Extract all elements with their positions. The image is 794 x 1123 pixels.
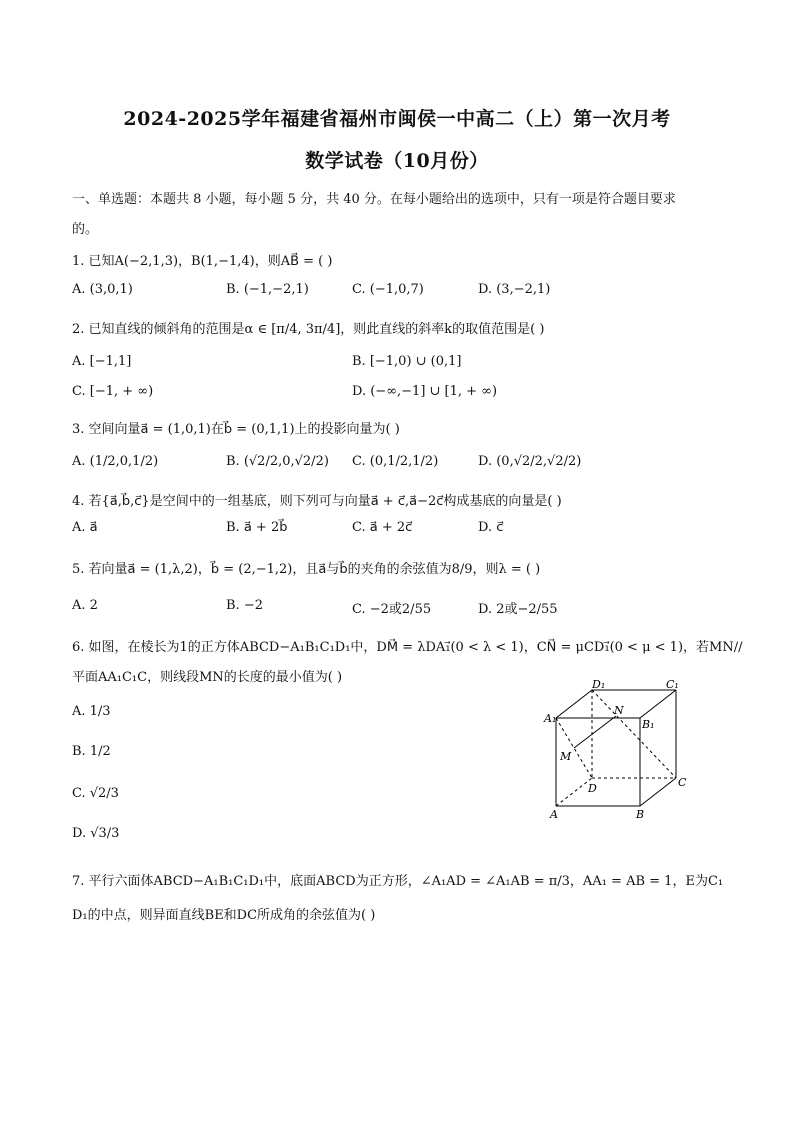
label-b: B bbox=[636, 808, 645, 820]
q5-option-c: C. −2或2/55 bbox=[352, 602, 432, 617]
q1-option-a: A. (3,0,1) bbox=[72, 282, 133, 297]
q6-option-a: A. 1/3 bbox=[72, 704, 111, 719]
q5-option-b: B. −2 bbox=[226, 598, 263, 613]
label-a: A bbox=[550, 808, 558, 820]
q5-option-a: A. 2 bbox=[72, 598, 98, 613]
q1-option-c: C. (−1,0,7) bbox=[352, 282, 424, 297]
q6-option-d: D. √3/3 bbox=[72, 826, 120, 841]
q3-option-b: B. (√2/2,0,√2/2) bbox=[226, 454, 329, 469]
question-2-stem: 2. 已知直线的倾斜角的范围是α ∈ [π/4, 3π/4]，则此直线的斜率k的取值范围是( ) bbox=[72, 322, 545, 337]
q6-option-c: C. √2/3 bbox=[72, 786, 119, 801]
label-d: D bbox=[588, 782, 597, 795]
q2-option-c: C. [−1, + ∞) bbox=[72, 384, 154, 399]
cube-figure bbox=[540, 680, 690, 820]
q4-option-c: C. a⃗ + 2c⃗ bbox=[352, 520, 413, 535]
q3-option-d: D. (0,√2/2,√2/2) bbox=[478, 454, 582, 469]
label-d1: D₁ bbox=[592, 680, 606, 691]
question-5-stem: 5. 若向量a⃗ = (1,λ,2)，b⃗ = (2,−1,2)，且a⃗与b⃗的夹角的余弦值为8/9，则λ = ( ) bbox=[72, 562, 541, 577]
question-7-stem: 7. 平行六面体ABCD−A₁B₁C₁D₁中，底面ABCD为正方形，∠A₁AD = ∠A₁AB = π/3，AA₁ = AB = 1，E为C₁ bbox=[72, 874, 724, 889]
label-a1: A₁ bbox=[544, 712, 557, 725]
q4-option-a: A. a⃗ bbox=[72, 520, 98, 535]
q4-option-d: D. c⃗ bbox=[478, 520, 504, 535]
q3-option-a: A. (1/2,0,1/2) bbox=[72, 454, 159, 469]
q2-option-a: A. [−1,1] bbox=[72, 354, 132, 369]
question-3-stem: 3. 空间向量a⃗ = (1,0,1)在b⃗ = (0,1,1)上的投影向量为( ) bbox=[72, 422, 400, 437]
exam-subtitle: 数学试卷（10月份） bbox=[305, 150, 489, 172]
q2-option-d: D. (−∞,−1] ∪ [1, + ∞) bbox=[352, 384, 498, 399]
label-b1: B₁ bbox=[642, 718, 655, 731]
section-intro-cont: 的。 bbox=[72, 222, 99, 237]
q6-option-b: B. 1/2 bbox=[72, 744, 111, 759]
question-7-stem-cont: D₁的中点，则异面直线BE和DC所成角的余弦值为( ) bbox=[72, 908, 376, 923]
label-m: M bbox=[560, 750, 572, 763]
label-c1: C₁ bbox=[666, 680, 679, 691]
exam-title: 2024-2025学年福建省福州市闽侯一中高二（上）第一次月考 bbox=[123, 108, 671, 130]
q2-option-b: B. [−1,0) ∪ (0,1] bbox=[352, 354, 462, 369]
q5-option-d: D. 2或−2/55 bbox=[478, 602, 558, 617]
question-6-stem: 6. 如图，在棱长为1的正方体ABCD−A₁B₁C₁D₁中，DM⃗ = λDA₁⃗(0 < λ < 1)，CN⃗ = μCD₁⃗(0 < μ < 1)，若MN// bbox=[72, 640, 743, 655]
q4-option-b: B. a⃗ + 2b⃗ bbox=[226, 520, 288, 535]
question-1-stem: 1. 已知A(−2,1,3)，B(1,−1,4)，则AB⃗ = ( ) bbox=[72, 254, 333, 269]
q3-option-c: C. (0,1/2,1/2) bbox=[352, 454, 439, 469]
question-6-stem-cont: 平面AA₁C₁C，则线段MN的长度的最小值为( ) bbox=[72, 670, 343, 685]
label-c: C bbox=[678, 776, 687, 789]
section-intro: 一、单选题：本题共 8 小题，每小题 5 分，共 40 分。在每小题给出的选项中，只有一项是符合题目要求 bbox=[72, 192, 676, 207]
label-n: N bbox=[614, 704, 624, 717]
question-4-stem: 4. 若{a⃗,b⃗,c⃗}是空间中的一组基底，则下列可与向量a⃗ + c⃗,a⃗−2c⃗构成基底的向量是( ) bbox=[72, 494, 562, 509]
q1-option-d: D. (3,−2,1) bbox=[478, 282, 551, 297]
q1-option-b: B. (−1,−2,1) bbox=[226, 282, 309, 297]
